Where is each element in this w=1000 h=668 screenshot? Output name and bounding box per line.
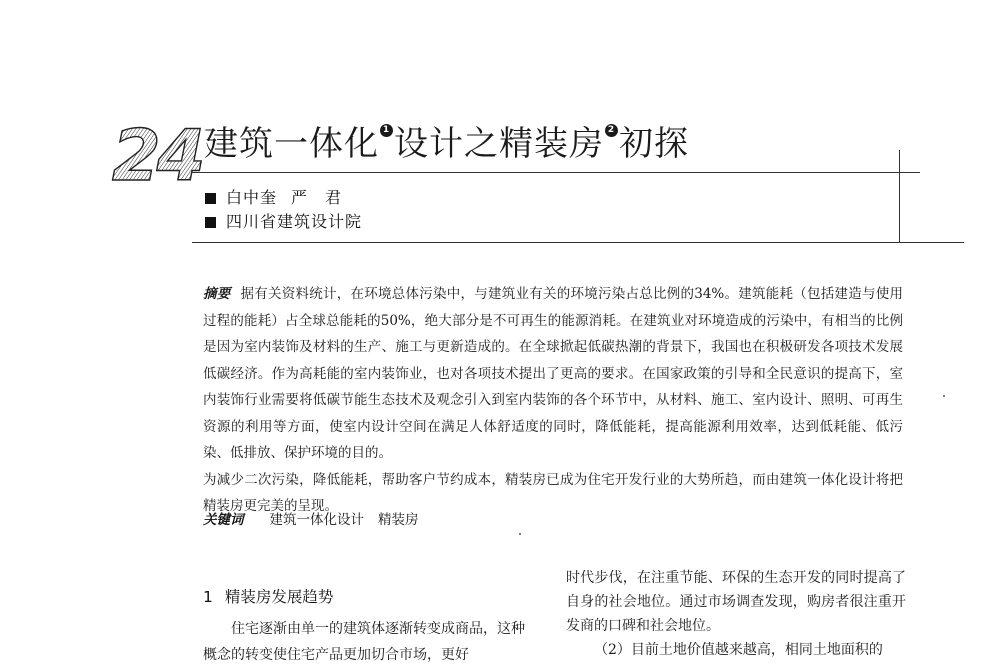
chapter-number <box>108 116 204 188</box>
body-paragraph: 时代步伐，在注重节能、环保的生态开发的同时提高了自身的社会地位。通过市场调查发现，购房者很注重开发商的口碑和社会地位。 <box>566 570 906 634</box>
section-heading <box>203 586 333 608</box>
title-part-2: 设计之精装房 <box>394 124 604 164</box>
footnote-marker-1[interactable]: 1 <box>380 124 393 137</box>
author-line <box>205 187 342 209</box>
scan-speck <box>519 533 521 535</box>
abstract-paragraph-2: 为减少二次污染，降低能耗，帮助客户节约成本，精装房已成为住宅开发行业的大势所趋，而由建筑一体化设计将把精装房更完美的呈现。 <box>203 471 903 514</box>
abstract-text-1: 据有关资料统计，在环境总体污染中，与建筑业有关的环境污染占总比例的34%。建筑能耗（包括建造与使用过程的能耗）占全球总能耗的50%，绝大部分是不可再生的能源消耗。在建筑业对环境造成的污染中，有相当的比例是因为室内装饰及材料的生产、施工与更新造成的。在全球掀起低碳热潮的背景下，我国也在积极研发各项技术发展低碳经济。作为高耗能的室内装饰业，也对各项技术提出了更高的要求。在国家政策的引导和全民意识的提高下，室内装饰行业需要将低碳节能生态技术及观念引入到室内装饰的各个环节中，从材料、施工、室内设计、照明、可再生资源的利用等方面，使室内设计空间在满足人体舒适度的同时，降低能耗，提高能源利用效率，达到低耗能、低污染、低排放、保护环境的目的。 <box>203 286 903 461</box>
author-name-2: 严 君 <box>291 188 343 207</box>
scan-speck <box>943 395 945 397</box>
header-vertical-rule <box>899 150 900 242</box>
body-paragraph: 住宅逐渐由单一的建筑体逐渐转变成商品，这种概念的转变使住宅产品更加切合市场，更好 <box>203 621 525 663</box>
author-name-1: 白中奎 <box>226 188 278 207</box>
abstract-paragraph-1 <box>203 281 903 467</box>
bullet-square-icon <box>205 217 216 228</box>
body-left-column <box>203 616 533 668</box>
institution-line <box>205 211 362 233</box>
article-title <box>204 122 689 166</box>
keywords-label: 关键词 <box>203 512 244 528</box>
chapter-number-text: 24 <box>112 116 202 188</box>
footnote-marker-2[interactable]: 2 <box>605 124 618 137</box>
keyword-item: 建筑一体化设计 <box>269 512 364 528</box>
chapter-number-graphic <box>108 116 204 188</box>
title-part-1: 建筑一体化 <box>204 124 379 164</box>
keywords <box>203 507 433 533</box>
body-paragraph: （2）目前土地价值越来越高，相同土地面积的 <box>594 642 883 658</box>
section-number: 1 <box>203 588 213 606</box>
body-right-column <box>566 566 906 662</box>
bullet-square-icon <box>205 193 216 204</box>
institution-name: 四川省建筑设计院 <box>226 212 363 231</box>
title-part-3: 初探 <box>619 124 689 164</box>
header-bottom-rule <box>192 242 964 243</box>
keyword-item: 精装房 <box>378 512 419 528</box>
abstract <box>203 281 903 520</box>
abstract-label: 摘要 <box>203 286 231 302</box>
title-rule <box>192 172 920 173</box>
section-title: 精装房发展趋势 <box>224 588 334 606</box>
